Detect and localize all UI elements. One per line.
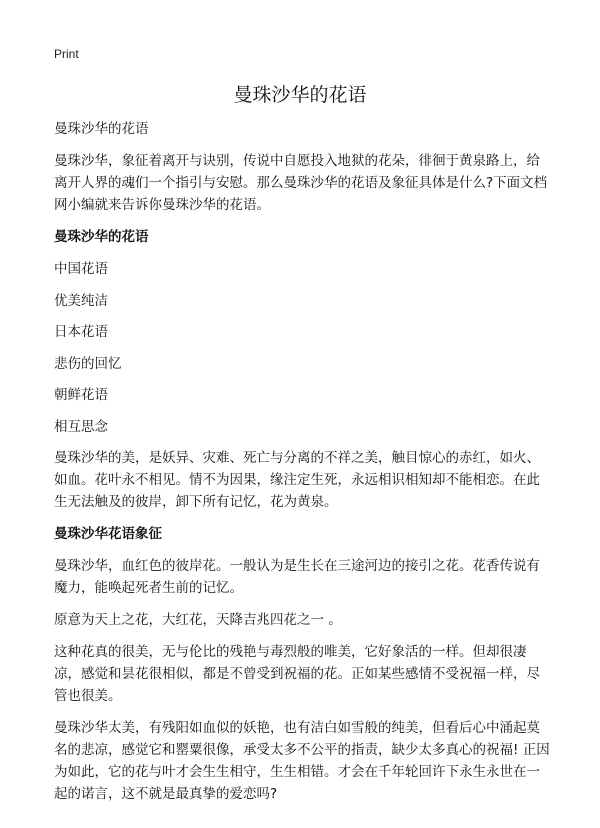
meaning-item: 日本花语 [54,324,108,340]
article-body [54,118,552,815]
section-heading-symbolism: 曼珠沙华花语象征 [54,526,162,542]
section-heading-meanings: 曼珠沙华的花语 [54,229,149,245]
intro-paragraph: 曼珠沙华，象征着离开与诀别，传说中自愿投入地狱的花朵，徘徊于黄泉路上，给离开人界的魂们一个指引与安慰。那么曼珠沙华的花语及象征具体是什么?下面文档网小编就来告诉你曼珠沙华的花语。 [54,153,548,213]
intro-label: 曼珠沙华的花语 [54,121,149,137]
page-title: 曼珠沙华的花语 [233,84,367,106]
meaning-item: 优美纯洁 [54,292,108,309]
beauty-paragraph: 曼珠沙华的美，是妖异、灾难、死亡与分离的不祥之美，触目惊心的赤红，如火、如血。花叶永不相见。情不为因果，缘注定生死，永远相识相知却不能相恋。在此生无法触及的彼岸，卸下所有记忆，花为黄泉。 [54,450,540,510]
meaning-item: 朝鲜花语 [54,387,108,403]
symbolism-paragraph-4: 曼珠沙华太美，有残阳如血似的妖艳，也有洁白如雪般的纯美，但看后心中涌起莫名的悲凉，感觉它和罂粟很像，承受太多不公平的指责，缺少太多真心的祝福! 正因为如此，它的花与叶才会生生相守，生生相错。才会在千年轮回许下永生永世在一起的诺言，这不就是最真挚的爱恋吗? [54,720,550,802]
symbolism-paragraph-3: 这种花真的很美，无与伦比的残艳与毒烈般的唯美，它好象活的一样。但却很凄凉，感觉和昙花很相似，都是不曾受到祝福的花。正如某些感情不受祝福一样，尽管也很美。 [54,644,540,704]
print-link[interactable]: Print [54,47,79,61]
meaning-item: 悲伤的回忆 [54,355,122,372]
symbolism-paragraph-1: 曼珠沙华，血红色的彼岸花。一般认为是生长在三途河边的接引之花。花香传说有魔力，能唤起死者生前的记忆。 [54,558,540,596]
meaning-item: 中国花语 [54,261,108,277]
symbolism-paragraph-2: 原意为天上之花，大红花，天降吉兆四花之一 。 [54,612,342,628]
meaning-item: 相互思念 [54,418,108,435]
